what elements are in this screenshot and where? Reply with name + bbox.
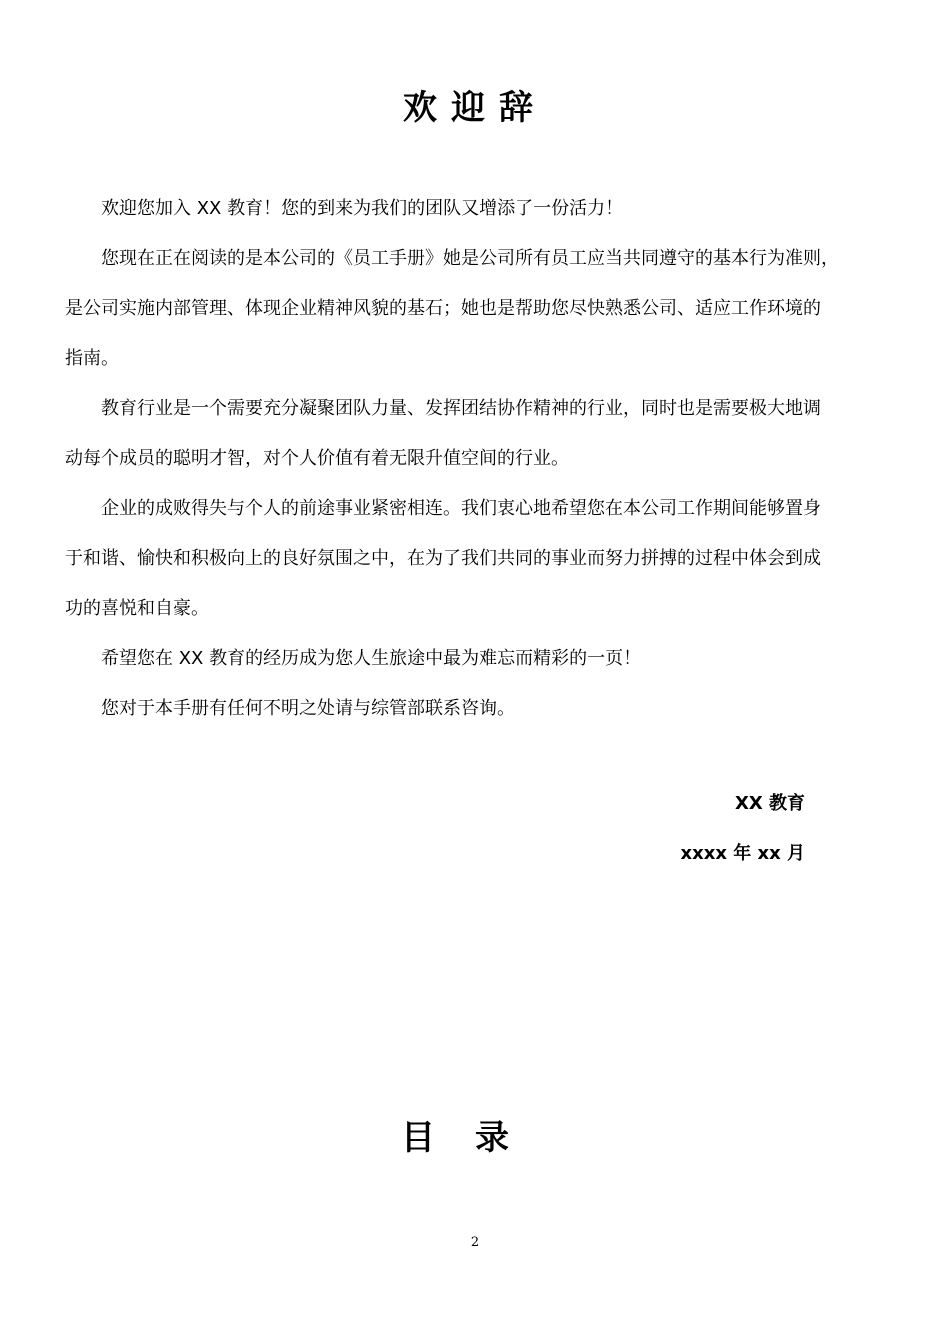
- welcome-paragraph-6: 您对于本手册有任何不明之处请与综管部联系咨询。: [101, 698, 515, 719]
- welcome-paragraph-1: 欢迎您加入 XX 教育！您的到来为我们的团队又增添了一份活力！: [101, 198, 624, 219]
- welcome-body: [65, 184, 880, 734]
- toc-title: 目录: [401, 1118, 549, 1158]
- signature-organization: XX 教育: [734, 793, 805, 814]
- welcome-title: 欢迎辞: [403, 88, 547, 128]
- welcome-paragraph-2: 您现在正在阅读的是本公司的《员工手册》她是公司所有员工应当共同遵守的基本行为准则， 是公司实施内部管理、体现企业精神风貌的基石；她也是帮助您尽快熟悉公司、适应工作环境的 指南。: [65, 248, 839, 369]
- signature-date: xxxx 年 xx 月: [680, 843, 805, 864]
- welcome-paragraph-3: 教育行业是一个需要充分凝聚团队力量、发挥团结协作精神的行业，同时也是需要极大地调 动每个成员的聪明才智，对个人价值有着无限升值空间的行业。: [65, 398, 821, 469]
- page-number: 2: [470, 1235, 480, 1250]
- welcome-paragraph-5: 希望您在 XX 教育的经历成为您人生旅途中最为难忘而精彩的一页！: [101, 648, 642, 669]
- welcome-paragraph-4: 企业的成败得失与个人的前途事业紧密相连。我们衷心地希望您在本公司工作期间能够置身 于和谐、愉快和积极向上的良好氛围之中，在为了我们共同的事业而努力拼搏的过程中体会到成 功的喜悦和自豪。: [65, 498, 821, 619]
